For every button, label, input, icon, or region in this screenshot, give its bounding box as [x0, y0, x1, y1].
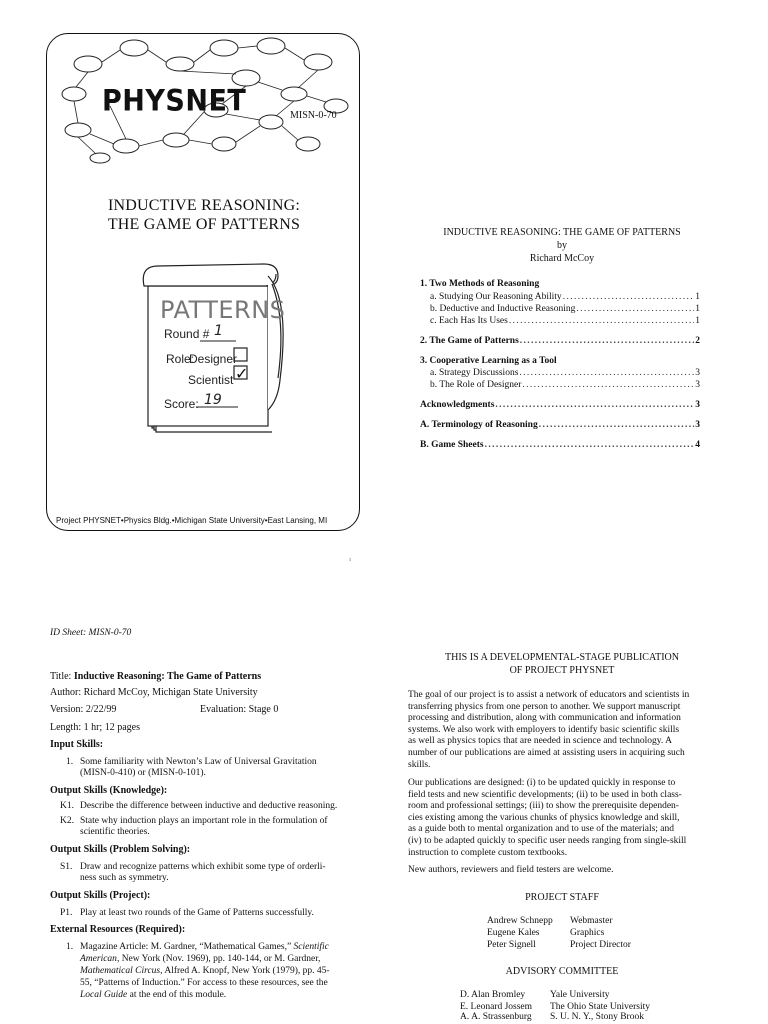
- staff-name: Eugene Kales: [487, 928, 540, 938]
- module-title: Title: Inductive Reasoning: The Game of Patterns: [50, 671, 262, 682]
- module-author: Author: Richard McCoy, Michigan State University: [50, 687, 258, 698]
- toc-section[interactable]: 3. Cooperative Learning as a Tool: [420, 356, 557, 366]
- skill-line: State why induction plays an important role in the formulation of: [80, 816, 328, 826]
- local-guide-link: Local Guide: [80, 990, 128, 1000]
- skill-line: ness such as symmetry.: [80, 873, 169, 883]
- cover-title-line1: INDUCTIVE REASONING:: [108, 197, 300, 214]
- toc-subsection[interactable]: b. Deductive and Inductive Reasoning . . . 1: [420, 303, 700, 315]
- module-code: MISN-0-70: [290, 110, 337, 121]
- resource-line: Magazine Article: M. Gardner, “Mathematical Games,” Scientific: [80, 942, 329, 952]
- module-title-value: Inductive Reasoning: The Game of Patterns: [73, 671, 262, 682]
- staff-heading: PROJECT STAFF: [525, 892, 599, 903]
- skill-line: Describe the difference between inductive and deductive reasoning.: [80, 801, 338, 811]
- designer-label: Designer: [189, 352, 238, 366]
- toc-title: INDUCTIVE REASONING: THE GAME OF PATTERNS: [443, 227, 681, 238]
- toc-section[interactable]: B. Game Sheets . . . 4: [420, 439, 700, 451]
- physnet-logo: PHYSNET: [102, 84, 247, 119]
- toc-subsection[interactable]: c. Each Has Its Uses . . . 1: [420, 315, 700, 327]
- toc-section[interactable]: 2. The Game of Patterns . . . 2: [420, 335, 700, 347]
- round-label: Round #: [164, 327, 210, 341]
- table-of-contents: [420, 278, 700, 451]
- skill-number: K2.: [60, 816, 74, 826]
- cover-footer: Project PHYSNET•Physics Bldg.•Michigan State University•East Lansing, MI: [56, 516, 328, 525]
- advisor-name: A. A. Strassenburg: [460, 1012, 532, 1022]
- staff-role: Project Director: [570, 940, 631, 950]
- check-mark-icon: ✓: [235, 364, 249, 383]
- advisor-affiliation: Yale University: [550, 990, 610, 1000]
- advisory-heading: ADVISORY COMMITTEE: [505, 966, 619, 977]
- module-length: Length: 1 hr; 12 pages: [50, 722, 140, 733]
- score-card-illustration: [140, 260, 290, 440]
- cover-title: [60, 196, 348, 234]
- skill-line: Some familiarity with Newton’s Law of Universal Gravitation: [80, 757, 317, 767]
- advisor-name: D. Alan Bromley: [460, 990, 526, 1000]
- resource-line: American, New York (Nov. 1969), pp. 140-144, or M. Gardner,: [80, 954, 321, 964]
- module-version: Version: 2/22/99: [50, 704, 117, 715]
- toc-subsection[interactable]: b. The Role of Designer . . . 3: [420, 379, 700, 391]
- role-label: Role:: [166, 352, 195, 366]
- resource-line: 55, “Patterns of Induction.” For access to these resources, see the: [80, 978, 328, 988]
- id-sheet-label: ID Sheet: MISN-0-70: [50, 628, 132, 638]
- toc-by: by: [557, 240, 567, 251]
- cover-title-line2: THE GAME OF PATTERNS: [107, 216, 301, 233]
- module-evaluation: Evaluation: Stage 0: [200, 704, 279, 715]
- toc-subsection[interactable]: a. Strategy Discussions . . . 3: [420, 367, 700, 379]
- score-label: Score:: [164, 397, 199, 411]
- welcome-paragraph: New authors, reviewers and field testers are welcome.: [408, 865, 614, 875]
- skill-number: K1.: [60, 801, 74, 811]
- skill-line: Play at least two rounds of the Game of Patterns successfully.: [80, 908, 314, 918]
- resource-line: Local Guide at the end of this module.: [80, 990, 227, 1000]
- skill-number: P1.: [60, 908, 73, 918]
- page-number: 1: [349, 557, 351, 562]
- staff-name: Andrew Schnepp: [487, 916, 553, 926]
- skill-line: Draw and recognize patterns which exhibit some type of orderli-: [80, 862, 326, 872]
- card-heading: PATTERNS: [160, 296, 286, 324]
- toc-header: [408, 226, 716, 265]
- resource-line: Mathematical Circus, Alfred A. Knopf, New York (1979), pp. 45-: [80, 966, 330, 976]
- round-value: 1: [214, 323, 223, 339]
- advisor-affiliation: The Ohio State University: [550, 1002, 650, 1012]
- toc-subsection[interactable]: a. Studying Our Reasoning Ability . . . 1: [420, 291, 700, 303]
- score-value: 19: [204, 392, 222, 408]
- output-knowledge-heading: Output Skills (Knowledge):: [50, 785, 168, 796]
- staff-role: Webmaster: [570, 916, 613, 926]
- output-project-heading: Output Skills (Project):: [50, 890, 151, 901]
- toc-author: Richard McCoy: [529, 253, 595, 264]
- skill-line: scientific theories.: [80, 827, 150, 837]
- advisor-name: E. Leonard Jossem: [460, 1002, 533, 1012]
- goal-paragraph: The goal of our project is to assist a network of educators and scientists in transferring physics from one person to another. We support manuscript processing and distribution, along with communication and information systems. We also work with employers to identify basic scientific skills as well as physics topics that are needed in science and technology. A number of our publications are aimed at assisting users in acquiring such skills.: [408, 690, 690, 770]
- toc-section[interactable]: 1. Two Methods of Reasoning: [420, 279, 540, 289]
- skill-number: S1.: [60, 862, 73, 872]
- skill-number: 1.: [66, 757, 74, 767]
- staff-role: Graphics: [570, 928, 605, 938]
- advisor-affiliation: S. U. N. Y., Stony Brook: [550, 1012, 644, 1022]
- input-skills-heading: Input Skills:: [50, 739, 104, 750]
- scientist-label: Scientist: [188, 373, 234, 387]
- toc-section[interactable]: A. Terminology of Reasoning . . . 3: [420, 419, 700, 431]
- external-resources-heading: External Resources (Required):: [50, 924, 186, 935]
- output-problem-heading: Output Skills (Problem Solving):: [50, 844, 191, 855]
- publication-heading: THIS IS A DEVELOPMENTAL-STAGE PUBLICATION OF PROJECT PHYSNET: [445, 652, 679, 676]
- skill-line: (MISN-0-410) or (MISN-0-101).: [80, 768, 206, 778]
- staff-name: Peter Signell: [487, 940, 536, 950]
- toc-section[interactable]: Acknowledgments . . . 3: [420, 399, 700, 411]
- resource-number: 1.: [66, 942, 74, 952]
- design-paragraph: Our publications are designed: (i) to be updated quickly in response to field tests and new scientific developments; (ii) to be used in both class- room and professional settings; (iii) to show the prerequisite dependen- cies existing among the various chunks of physics knowledge and skill, as a guide both to mental organization and to use of the materials; and (iv) to be adapted quickly to specific user needs ranging from single-skill instruction to complete custom textbooks.: [408, 778, 687, 858]
